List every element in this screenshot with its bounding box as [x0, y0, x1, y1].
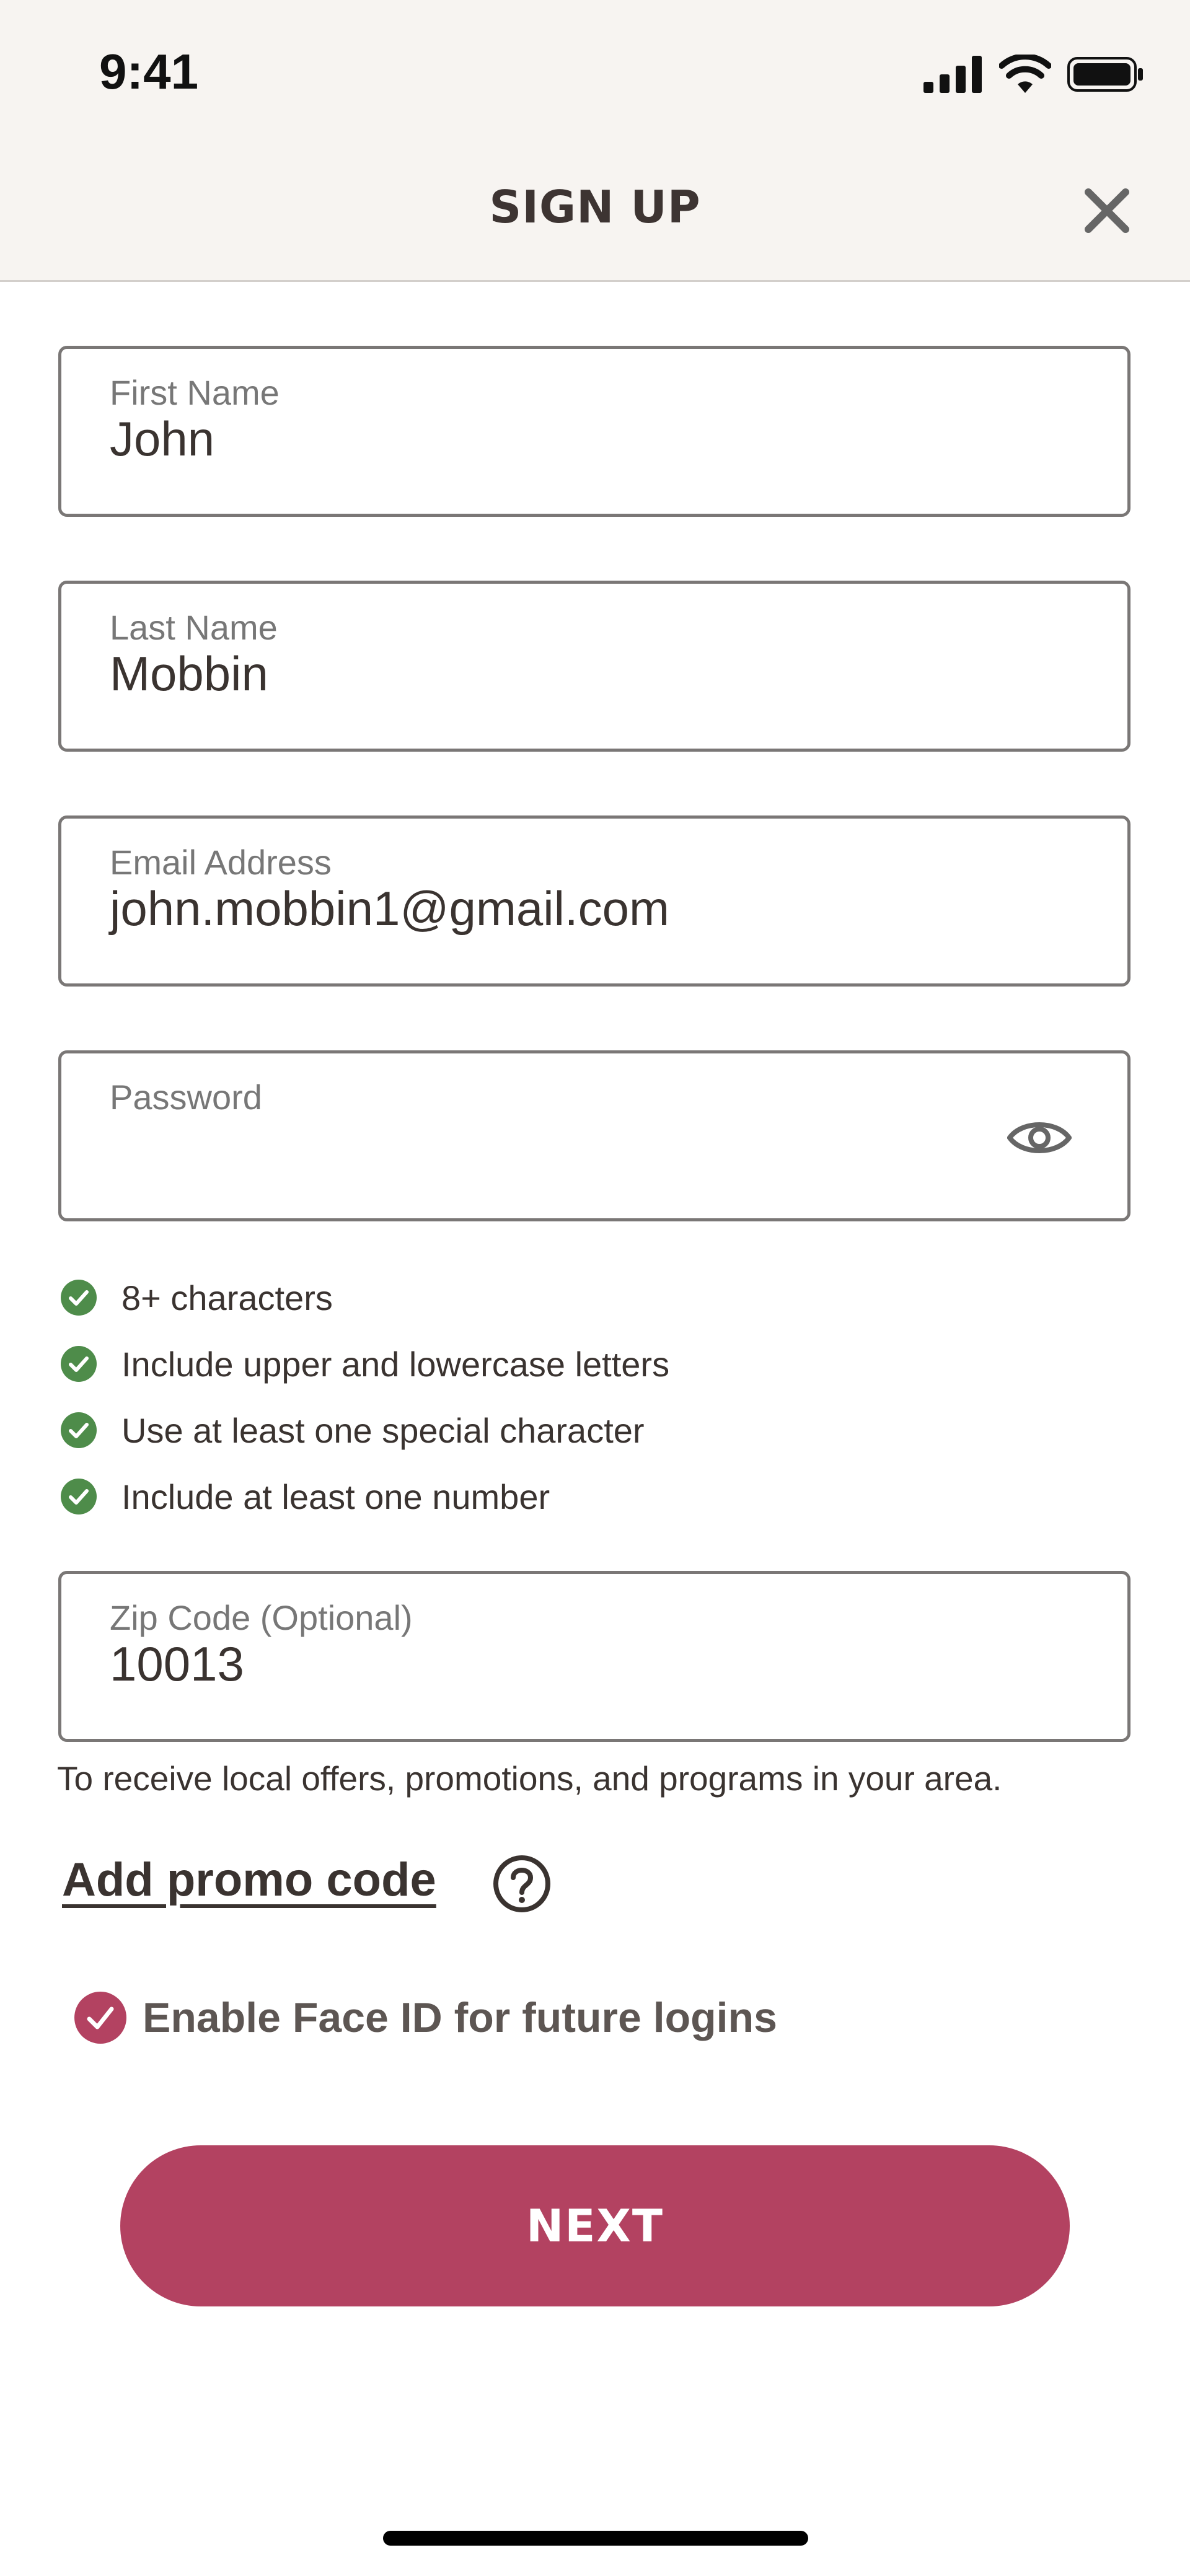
requirement-text: Use at least one special character [121, 1410, 645, 1450]
status-icons [923, 55, 1144, 93]
zip-code-field[interactable] [58, 1571, 1130, 1742]
status-bar [0, 0, 1190, 131]
requirement-item [61, 1472, 550, 1521]
email-value: john.mobbin1@gmail.com [110, 881, 669, 936]
zip-code-value: 10013 [110, 1637, 244, 1691]
requirement-text: Include at least one number [121, 1477, 550, 1516]
requirement-text: 8+ characters [121, 1278, 333, 1317]
check-circle-icon [61, 1479, 97, 1514]
password-label: Password [110, 1078, 262, 1117]
first-name-value: John [110, 411, 215, 466]
add-promo-code-link[interactable]: Add promo code [62, 1853, 436, 1906]
check-circle-icon [61, 1346, 97, 1382]
password-field[interactable] [58, 1050, 1130, 1221]
battery-icon [1067, 56, 1144, 93]
last-name-value: Mobbin [110, 646, 268, 701]
email-field[interactable] [58, 815, 1130, 987]
last-name-label: Last Name [110, 608, 278, 647]
email-label: Email Address [110, 843, 332, 882]
eye-icon[interactable] [1007, 1118, 1072, 1158]
home-indicator [383, 2531, 808, 2546]
page-title: SIGN UP [489, 181, 701, 233]
cellular-signal-icon [923, 56, 983, 93]
close-icon[interactable] [1082, 186, 1132, 235]
first-name-label: First Name [110, 373, 280, 412]
checkmark-circle-icon[interactable] [74, 1992, 126, 2044]
wifi-icon [999, 55, 1051, 93]
face-id-label: Enable Face ID for future logins [143, 1994, 777, 2041]
next-button[interactable]: NEXT [120, 2145, 1070, 2306]
check-circle-icon [61, 1280, 97, 1316]
first-name-field[interactable] [58, 346, 1130, 517]
header [0, 131, 1190, 282]
requirement-text: Include upper and lowercase letters [121, 1344, 670, 1384]
zip-code-help-text: To receive local offers, promotions, and programs in your area. [57, 1759, 1002, 1798]
requirement-item [61, 1339, 669, 1389]
requirement-item [61, 1273, 333, 1322]
requirement-item [61, 1405, 645, 1455]
check-circle-icon [61, 1412, 97, 1448]
zip-code-label: Zip Code (Optional) [110, 1598, 413, 1637]
status-time: 9:41 [99, 44, 199, 99]
last-name-field[interactable] [58, 581, 1130, 752]
question-circle-icon[interactable] [492, 1854, 552, 1914]
face-id-toggle[interactable] [74, 1992, 777, 2044]
